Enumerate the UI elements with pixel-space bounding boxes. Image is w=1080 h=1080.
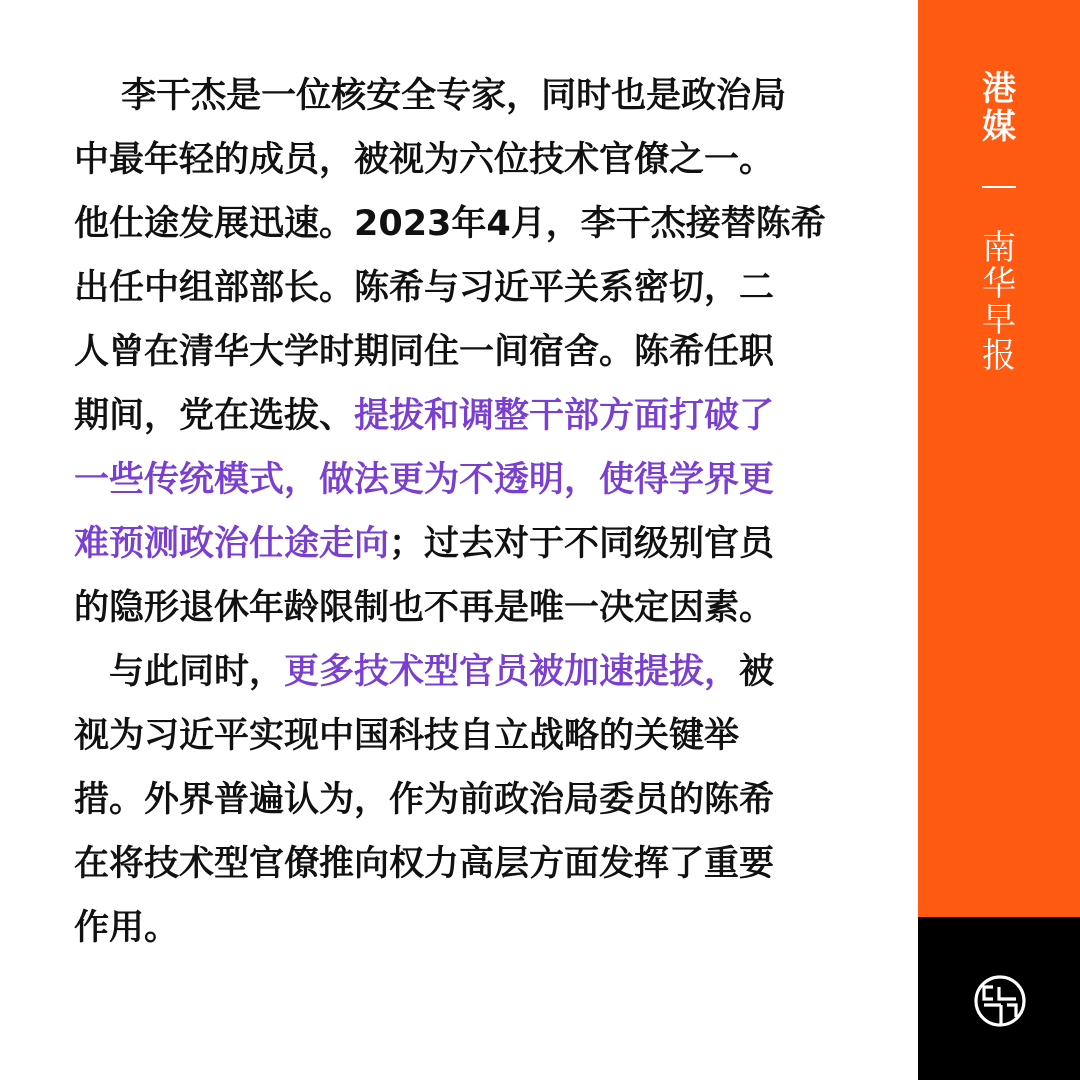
publication-name — [918, 230, 1080, 374]
publication-name-char: 报 — [982, 336, 1016, 376]
publication-name-char: 华 — [982, 264, 1016, 304]
brand-label — [918, 70, 1080, 146]
logo-panel — [918, 917, 1080, 1080]
divider — [982, 186, 1016, 188]
text-segment: 期间，党在选拔、 — [74, 396, 355, 436]
paragraph-1 — [74, 64, 864, 640]
highlighted-text: 提拔和调整干部方面打破了 — [354, 396, 775, 436]
text-line: 措。外界普遍认为，作为前政治局委员的陈希 — [74, 780, 775, 820]
text-line — [74, 512, 864, 576]
publication-name-char: 早 — [982, 300, 1016, 340]
text-line: 他仕途发展迅速。2023年4月，李干杰接替陈希 — [74, 204, 826, 244]
text-segment: 与此同时， — [74, 652, 285, 692]
text-segment: ；过去对于不同级别官员 — [389, 524, 775, 564]
paragraph-2 — [74, 640, 864, 960]
brand-label-char: 媒 — [982, 107, 1016, 147]
text-line: 人曾在清华大学时期同住一间宿舍。陈希任职 — [74, 332, 775, 372]
brand-label-char: 港 — [982, 69, 1016, 109]
text-line: 在将技术型官僚推向权力高层方面发挥了重要 — [74, 844, 775, 884]
text-line: 李干杰是一位核安全专家，同时也是政治局 — [74, 76, 787, 116]
highlighted-text: 难预测政治仕途走向 — [74, 524, 390, 564]
text-line: 中最年轻的成员，被视为六位技术官僚之一。 — [74, 140, 775, 180]
text-line — [74, 640, 864, 704]
text-segment: 被 — [739, 652, 775, 692]
text-line: 视为习近平实现中国科技自立战略的关键举 — [74, 716, 740, 756]
text-line — [74, 384, 864, 448]
text-line: 出任中组部部长。陈希与习近平关系密切，二 — [74, 268, 775, 308]
publication-name-char: 南 — [982, 228, 1016, 268]
article-text — [74, 64, 864, 960]
highlighted-text: 一些传统模式，做法更为不透明，使得学界更 — [74, 460, 775, 500]
text-line: 的隐形退休年龄限制也不再是唯一决定因素。 — [74, 588, 775, 628]
scmp-logo-icon — [973, 974, 1027, 1028]
highlighted-text: 更多技术型官员被加速提拔， — [284, 652, 740, 692]
text-line: 作用。 — [74, 908, 180, 948]
brand-sidebar — [918, 0, 1080, 917]
